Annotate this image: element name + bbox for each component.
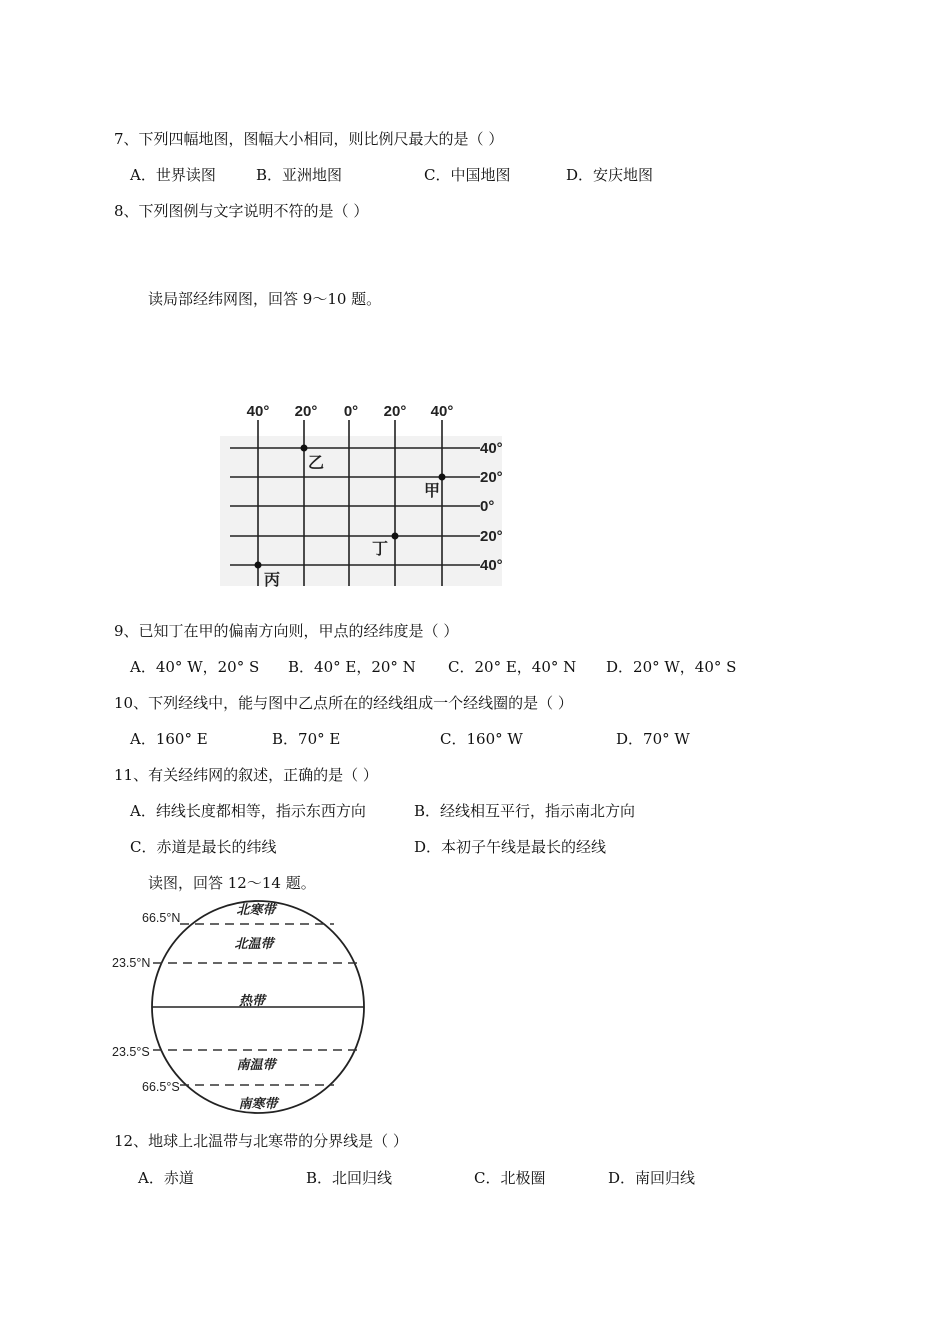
zone-north-temperate: 北温带	[234, 936, 274, 951]
zone-south-frigid: 南寒带	[238, 1096, 278, 1111]
zone-tropical: 热带	[238, 993, 266, 1008]
lat-label-2: 20°	[480, 469, 503, 486]
lon-label-4: 20°	[383, 403, 407, 420]
q7-option-a: A．世界读图	[130, 166, 216, 184]
point-ding-marker	[392, 533, 399, 540]
lat-label-4: 20°	[480, 528, 503, 545]
zone-lat-label-2: 23.5°N	[112, 956, 151, 970]
q12-option-b: B．北回归线	[306, 1169, 393, 1187]
q11-option-d: D．本初子午线是最长的经线	[414, 838, 607, 856]
q9-option-d: D．20° W，40° S	[606, 658, 737, 676]
q10-option-b: B．70° E	[272, 730, 341, 748]
grid-map-background	[220, 436, 502, 586]
q12-option-a: A．赤道	[138, 1169, 194, 1187]
lat-label-3: 0°	[480, 498, 495, 515]
point-jia-marker	[439, 474, 446, 481]
q10-option-d: D．70° W	[616, 730, 690, 748]
q10-option-c: C．160° W	[440, 730, 523, 748]
lon-label-3: 0°	[343, 403, 359, 420]
q7-option-d: D．安庆地图	[566, 166, 654, 184]
lon-label-1: 40°	[246, 403, 270, 420]
zone-lat-label-4: 66.5°S	[142, 1080, 180, 1094]
temperature-zone-diagram	[108, 900, 370, 1116]
intro-9-10: 读局部经纬网图，回答 9～10 题。	[148, 290, 382, 308]
q7-stem: 7、下列四幅地图，图幅大小相同，则比例尺最大的是（ ）	[114, 130, 504, 148]
q11-stem: 11、有关经纬网的叙述，正确的是（ ）	[114, 766, 378, 784]
point-ding-label: 丁	[372, 541, 389, 558]
point-jia-label: 甲	[424, 483, 441, 500]
q7-option-b: B．亚洲地图	[256, 166, 343, 184]
q11-option-b: B．经线相互平行，指示南北方向	[414, 802, 636, 820]
q9-option-c: C．20° E，40° N	[448, 658, 577, 676]
zone-north-frigid: 北寒带	[236, 902, 276, 917]
q10-option-a: A．160° E	[130, 730, 208, 748]
intro-12-14: 读图，回答 12～14 题。	[148, 874, 316, 892]
lat-lon-grid-map	[214, 398, 519, 590]
lon-label-5: 40°	[430, 403, 454, 420]
q12-option-c: C．北极圈	[474, 1169, 546, 1187]
lat-label-5: 40°	[480, 557, 503, 574]
point-yi-marker	[301, 445, 308, 452]
q11-option-a: A．纬线长度都相等，指示东西方向	[130, 802, 366, 820]
q11-option-c: C．赤道是最长的纬线	[130, 838, 277, 856]
zone-lat-label-1: 66.5°N	[142, 911, 181, 925]
q9-stem: 9、已知丁在甲的偏南方向则，甲点的经纬度是（ ）	[114, 622, 459, 640]
q9-option-a: A．40° W，20° S	[130, 658, 260, 676]
point-bing-label: 丙	[264, 572, 281, 589]
q12-stem: 12、地球上北温带与北寒带的分界线是（ ）	[114, 1132, 408, 1150]
lon-label-2: 20°	[294, 403, 318, 420]
q7-option-c: C．中国地图	[424, 166, 511, 184]
q10-stem: 10、下列经线中，能与图中乙点所在的经线组成一个经线圈的是（ ）	[114, 694, 573, 712]
point-yi-label: 乙	[308, 455, 325, 472]
lat-label-1: 40°	[480, 440, 503, 457]
q12-option-d: D．南回归线	[608, 1169, 696, 1187]
q9-option-b: B．40° E，20° N	[288, 658, 416, 676]
point-bing-marker	[255, 562, 262, 569]
zone-south-temperate: 南温带	[236, 1057, 276, 1072]
zone-lat-label-3: 23.5°S	[112, 1045, 150, 1059]
q8-stem: 8、下列图例与文字说明不符的是（ ）	[114, 202, 369, 220]
